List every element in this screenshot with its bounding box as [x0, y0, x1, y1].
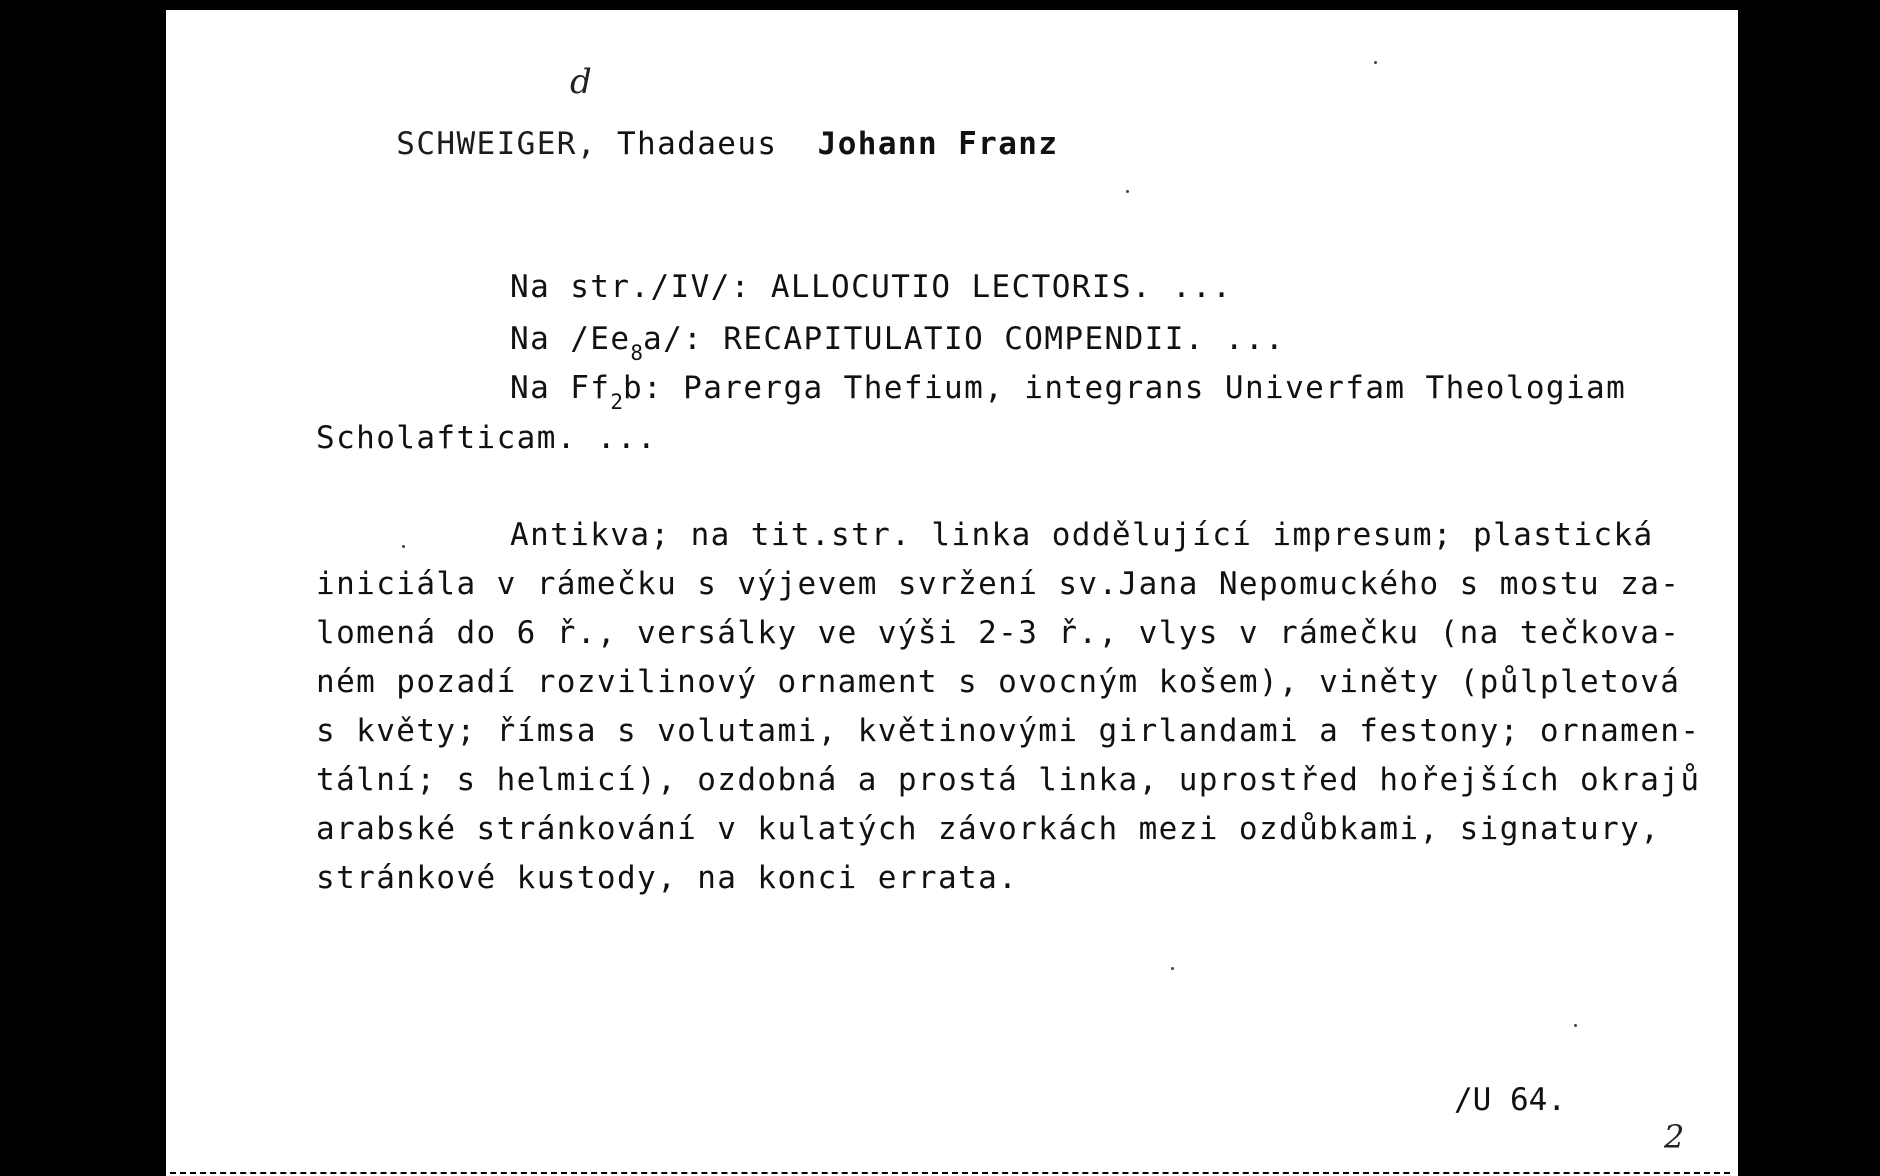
author-surname: SCHWEIGER, — [396, 126, 597, 162]
description-line: ném pozadí rozvilinový ornament s ovocným košem), viněty (půlpletová — [316, 664, 1681, 700]
description-line: s květy; římsa s volutami, květinovými girlandami a festony; ornamen- — [316, 713, 1701, 749]
note-line: Scholafticam. ... — [316, 420, 658, 456]
handwritten-correction: d — [570, 62, 592, 102]
description-line: lomená do 6 ř., versálky ve výši 2-3 ř., vlys v rámečku (na tečkova- — [316, 615, 1681, 651]
note-line: Na $Ff_2b$: Parerga Thefium, integrans Univerfam Theologiam — [510, 370, 1627, 414]
description-line: tální; s helmicí), ozdobná a prostá linka, uprostřed hořejších okrajů — [316, 762, 1701, 798]
card-edge — [170, 1172, 1730, 1174]
paper-speck — [1126, 190, 1129, 193]
author-given-name-typed: Thadaeus — [616, 126, 778, 162]
catalog-card — [166, 10, 1738, 1176]
note-line: Na str./IV/: ALLOCUTIO LECTORIS. ... — [510, 269, 1233, 305]
paper-speck — [1574, 1024, 1577, 1027]
shelfmark: ∕U 64. — [1454, 1082, 1566, 1118]
description-line: iniciála v rámečku s výjevem svržení sv.Jana Nepomuckého s mostu za- — [316, 566, 1681, 602]
paper-speck — [402, 545, 405, 548]
author-given-name-extra: Johann Franz — [817, 126, 1059, 162]
description-line: Antikva; na tit.str. linka oddělující impresum; plastická — [510, 517, 1654, 553]
description-line: stránkové kustody, na konci errata. — [316, 860, 1019, 896]
description-line: arabské stránkování v kulatých závorkách mezi ozdůbkami, signatury, — [316, 811, 1661, 847]
paper-speck — [1374, 61, 1377, 64]
corner-mark: 2 — [1664, 1118, 1685, 1156]
record-heading — [316, 98, 1058, 191]
paper-speck — [1171, 967, 1174, 970]
note-line: Na $/Ee_8a/$: RECAPITULATIO COMPENDII. ... — [510, 321, 1286, 365]
